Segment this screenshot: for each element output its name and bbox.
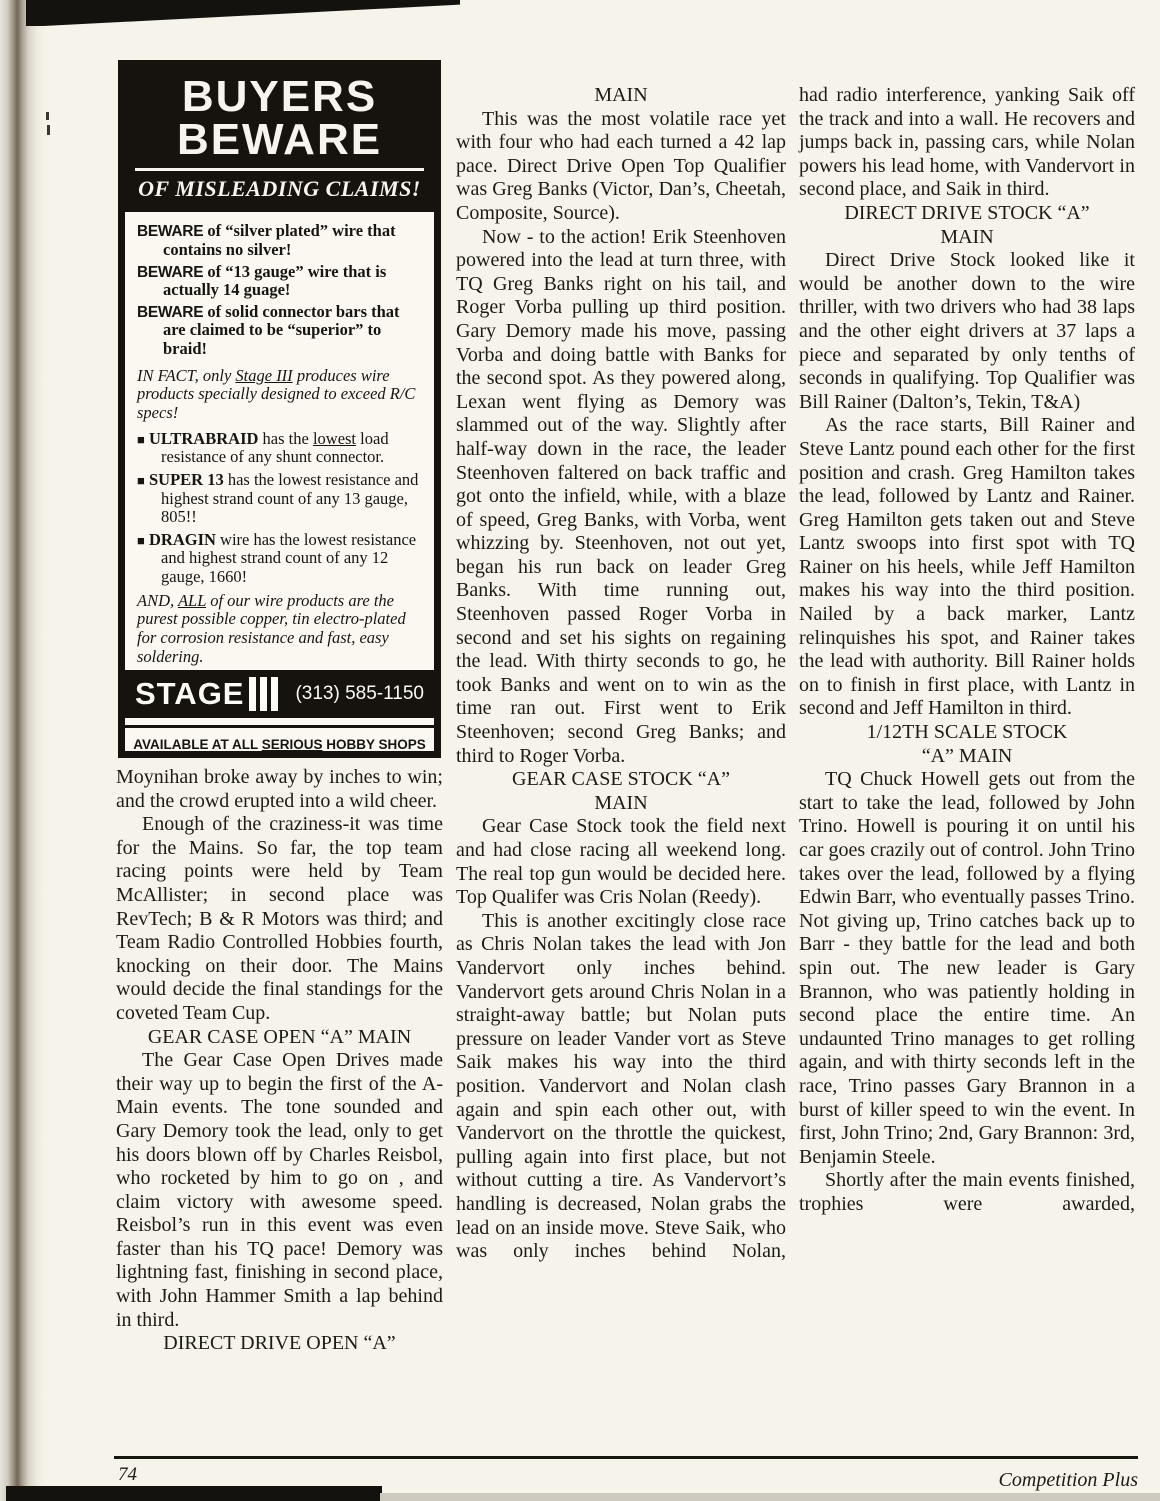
- stage-brand-wordmark: STAGE: [135, 676, 245, 712]
- beware-item: [137, 222, 422, 259]
- availability-text: HOBBY SHOPS: [322, 737, 426, 753]
- fact-text: produces wire products specially designed to exceed R/C specs!: [137, 365, 416, 422]
- paragraph: Direct Drive Stock looked like it would be another down to the wire thriller, with two drivers who had 38 laps and the other eight drivers at 37 laps a piece and separated by only tenths of seconds in qualifying. Top Qualifier was Bill Rainer (Dalton’s, Tekin, T&A): [799, 249, 1135, 413]
- margin-mark: [46, 112, 49, 120]
- article-column-1: [116, 766, 443, 1356]
- beware-text: of solid connector bars that are claimed to be “superior” to braid!: [163, 301, 400, 359]
- square-bullet-icon: ■: [137, 472, 145, 488]
- section-heading: GEAR CASE OPEN “A” MAIN: [147, 1025, 412, 1048]
- scan-shadow-top: [26, 0, 460, 26]
- closing-text: of our wire products are the purest possible copper, tin electro-plated for corrosion resistance and fast, easy soldering.: [137, 590, 406, 666]
- ad-title-line2: BEWARE: [176, 115, 383, 165]
- fact-text: IN FACT, only: [137, 365, 236, 385]
- ad-phone-number: (313) 585-1150: [295, 683, 424, 705]
- closing-text: AND,: [137, 590, 178, 610]
- article-column-3: [799, 84, 1135, 1217]
- paragraph: TQ Chuck Howell gets out from the start to take the lead, followed by John Trino. Howell is pouring it on until his car goes crazily out of control. John Trino takes over the lead, followed by a flying Edwin Barr, who eventually passes Trino. Not giving up, Trino catches back up to Barr - they battle for the lead and both spin out. The new leader is Gary Brannon, who was patiently holding in second place the entire time. An undaunted Trino manages to get rolling again, and with thirty seconds left in the race, Trino passes Gary Brannon in a burst of killer speed to win the event. In first, John Trino; 2nd, Gary Brannon: 3rd, Benjamin Steele.: [799, 768, 1135, 1168]
- product-name: ULTRABRAID: [148, 428, 259, 448]
- bullet-text: load resistance of any shunt connector.: [161, 428, 389, 467]
- fact-underlined: Stage III: [235, 365, 293, 385]
- stage3-advertisement: [118, 60, 441, 758]
- footer-rule: [114, 1456, 1138, 1459]
- margin-mark: [47, 125, 50, 135]
- square-bullet-icon: ■: [137, 431, 145, 447]
- bullet-text: has the lowest resistance and highest strand count of any 13 gauge, 805!!: [161, 469, 419, 527]
- paragraph: had radio interference, yanking Saik off the track and into a wall. He recovers and jumps back in, passing cars, while Nolan powers his lead home, with Vandervort in second place, and Saik in third.: [799, 84, 1135, 201]
- page-number: 74: [118, 1464, 137, 1485]
- magazine-title: Competition Plus: [998, 1469, 1138, 1491]
- beware-text: of “13 gauge” wire that is actually 14 guage!: [163, 261, 387, 300]
- paragraph: Gear Case Stock took the field next and had close racing all weekend long. The real top gun would be decided here. Top Qualifer was Cris Nolan (Reedy).: [456, 815, 786, 909]
- availability-text: AVAILABLE AT ALL: [133, 737, 262, 753]
- bullet-underlined: lowest: [312, 428, 357, 448]
- paragraph: Shortly after the main events finished, trophies were awarded,: [799, 1169, 1135, 1215]
- beware-text: of “silver plated” wire that contains no silver!: [163, 221, 396, 259]
- beware-lead: BEWARE: [137, 223, 204, 241]
- product-name: SUPER 13: [148, 469, 224, 489]
- stage-three-bars-icon: [249, 677, 278, 711]
- bullet-text: wire has the lowest resistance and highest strand count of any 12 gauge, 1660!: [161, 529, 417, 587]
- ad-closing-paragraph: [137, 592, 422, 667]
- page-binding-edge: [0, 0, 46, 1501]
- section-heading: GEAR CASE STOCK “A”: [512, 768, 730, 791]
- closing-underlined: ALL: [177, 590, 207, 610]
- section-heading: 1/12TH SCALE STOCK: [866, 721, 1068, 744]
- ad-header: [125, 67, 434, 212]
- ad-subtitle: OF MISLEADING CLAIMS!: [138, 176, 421, 202]
- section-heading: DIRECT DRIVE STOCK “A”: [844, 201, 1090, 224]
- article-column-2: [456, 84, 786, 1264]
- scan-shadow-bottom: [6, 1486, 382, 1501]
- square-bullet-icon: ■: [137, 532, 145, 548]
- beware-item: [137, 263, 422, 300]
- product-bullet: [137, 430, 422, 467]
- paragraph: Now - to the action! Erik Steenhoven powered into the lead at turn three, with TQ Greg Banks right on his tail, and Roger Vorba pulling up third position. Gary Demory made his move, passing Vorba and doing battle with Banks for the second spot. As they powered along, Lexan went flying as Demory was slammed out of the way. Slightly after half-way down in the race, the leader Steenhoven faltered on back traffic and got onto the infield, while, with a blaze of speed, Greg Banks, with Vorba, went whizzing by. Steenhoven, not out yet, began his run back on leader Greg Banks. With time running out, Steenhoven passed Roger Vorba in second and set his sights on regaining the lead. With thirty seconds to go, he took Banks and went on to win as the time ran out. First went to Erik Steenhoven; second Greg Banks; and third to Roger Vorba.: [456, 225, 786, 767]
- ad-body: [125, 212, 434, 670]
- paragraph: Moynihan broke away by inches to win; and the crowd erupted into a wild cheer.: [116, 766, 443, 812]
- section-heading: MAIN: [594, 84, 648, 106]
- ad-title-line1: BUYERS: [181, 72, 378, 121]
- paragraph: This is another excitingly close race as Chris Nolan takes the lead with Jon Vandervort only inches behind. Vandervort gets around Chris Nolan in a straight-away battle; but Nolan puts pressure on leader Vander vort as Steve Saik makes his way into the third position. Vandervort and Nolan clash again and spin each other out, with Vandervort on the throttle the quickest, pulling again into first place, but not without cutting a tire. As Vandervort’s handling is decreased, Nolan grabs the lead on an inside move. Steve Saik, who was only inches behind Nolan,: [456, 909, 786, 1263]
- bullet-text: has the: [258, 428, 313, 448]
- beware-lead: BEWARE: [137, 263, 204, 281]
- ad-fact-paragraph: [137, 367, 422, 423]
- product-bullet: [137, 531, 422, 587]
- paragraph: Enough of the craziness-it was time for the Mains. So far, the top team racing points were held by Team McAllister; in second place was RevTech; B & R Motors was third; and Team Radio Controlled Hobbies fourth, knocking on their door. The Mains would decide the final standings for the coveted Team Cup.: [116, 813, 443, 1024]
- paragraph: The Gear Case Open Drives made their way up to begin the first of the A-Main events. The tone sounded and Gary Demory took the lead, only to get his doors blown off by Charles Reisbol, who rocketed by him to go on , and claim victory with awesome speed. Reisbol’s run in this event was even faster than his TQ pace! Demory was lightning fast, finishing in second place, with John Hammer Smith a lap behind in third.: [116, 1049, 443, 1331]
- beware-item: [137, 303, 422, 359]
- paragraph: As the race starts, Bill Rainer and Steve Lantz pound each other for the first position and crash. Greg Hamilton takes the lead, followed by Lantz and Rainer. Greg Hamilton gets taken out and Steve Lantz swoops into first spot with TQ Rainer on his heels, while Jeff Hamilton makes his way into the third position. Nailed by a back marker, Lantz relinquishes his spot, and Rainer takes the lead with authority. Bill Rainer holds on to finish in first place, with Lantz in second and Jeff Hamilton in third.: [799, 414, 1135, 720]
- ad-divider-rule: [135, 168, 424, 171]
- product-name: DRAGIN: [148, 529, 216, 549]
- section-heading: “A” MAIN: [921, 744, 1013, 767]
- section-heading: DIRECT DRIVE OPEN “A”: [163, 1332, 396, 1355]
- section-heading: MAIN: [594, 791, 648, 814]
- section-heading: MAIN: [940, 225, 994, 248]
- ad-availability-strip: [125, 725, 434, 760]
- product-bullet: [137, 471, 422, 527]
- scan-shade-bottom-right: [380, 1493, 1160, 1501]
- stage3-logo-bar: [125, 670, 434, 718]
- availability-underlined: SERIOUS: [261, 737, 323, 753]
- beware-lead: BEWARE: [137, 303, 204, 321]
- paragraph: This was the most volatile race yet with four who had each turned a 42 lap pace. Direct Drive Open Top Qualifier was Greg Banks (Victor, Dan’s, Cheetah, Composite, Source).: [456, 107, 786, 224]
